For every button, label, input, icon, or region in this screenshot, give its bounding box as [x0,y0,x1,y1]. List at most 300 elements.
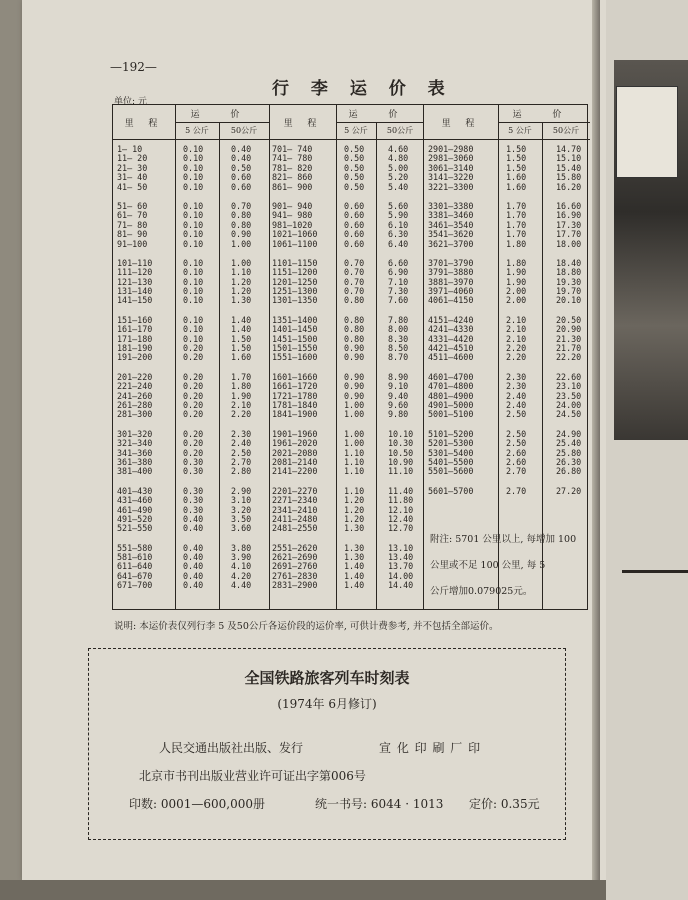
distance-cell: 2411—2480 [272,513,318,524]
fare-5kg-cell: 0.20 [183,343,204,354]
fare-5kg-cell: 1.00 [344,428,365,439]
facing-page-calendar [622,570,688,783]
fare-5kg-cell: 0.60 [344,238,365,249]
fare-5kg-cell: 2.40 [506,399,527,410]
distance-cell: 5601—5700 [428,485,474,496]
fare-50kg-cell: 0.40 [231,153,252,164]
fare-5kg-cell: 0.20 [183,390,204,401]
distance-cell: 381—400 [117,466,153,477]
fare-5kg-cell: 0.60 [344,229,365,240]
revision-date: (1974年 6月修订) [277,697,377,711]
print-run: 印数: 0001—600,000册 [129,797,266,811]
distance-cell: 2021—2080 [272,447,318,458]
distance-cell: 1251—1300 [272,286,318,297]
distance-cell: 4511—4600 [428,352,474,363]
distance-cell: 4601—4700 [428,371,474,382]
fare-50kg-cell: 12.10 [388,504,414,515]
distance-cell: 281—300 [117,409,153,420]
distance-cell: 741— 780 [272,153,313,164]
fare-5kg-cell: 2.60 [506,456,527,467]
distance-cell: 2141—2200 [272,466,318,477]
distance-cell: 1551—1600 [272,352,318,363]
distance-cell: 3221—3300 [428,181,474,192]
fare-5kg-cell: 2.50 [506,428,527,439]
fare-5kg-cell: 0.20 [183,399,204,410]
distance-cell: 5301—5400 [428,447,474,458]
distance-cell: 361—380 [117,456,153,467]
price: 定价: 0.35元 [469,797,540,811]
distance-cell: 1901—1960 [272,428,318,439]
fare-50kg-cell: 0.60 [231,181,252,192]
fare-50kg-cell: 18.40 [556,257,582,268]
fare-50kg-cell: 0.80 [231,219,252,230]
distance-cell: 1061—1100 [272,238,318,249]
fare-50kg-cell: 3.90 [231,552,252,563]
distance-cell: 61— 70 [117,210,148,221]
fare-header: 运 价 [175,105,269,123]
fare-50kg-cell: 7.80 [388,314,409,325]
distance-cell: 1— 10 [117,144,143,154]
fare-5kg-cell: 1.70 [506,200,527,211]
distance-cell: 2901—2980 [428,144,474,154]
fare-5kg-cell: 1.90 [506,276,527,287]
fare-5kg-cell: 1.40 [344,570,365,581]
distance-cell: 71— 80 [117,219,148,230]
fare-50kg-cell: 19.70 [556,286,582,297]
page-number: —192— [110,60,157,74]
fare-5kg-cell: 2.30 [506,371,527,382]
fare-5kg-cell: 0.80 [344,324,365,335]
fare-5kg-cell: 0.20 [183,447,204,458]
distance-cell: 581—610 [117,552,153,563]
fare-5kg-cell: 0.50 [344,181,365,192]
fare-50kg-cell: 14.40 [388,580,414,591]
weight-5kg-header: 5 公斤 [336,122,377,139]
fare-50kg-cell: 1.90 [231,390,252,401]
distance-cell: 141—150 [117,295,153,306]
fare-50kg-cell: 26.30 [556,456,582,467]
fare-5kg-cell: 2.30 [506,381,527,392]
fare-50kg-cell: 23.50 [556,390,582,401]
isbn: 统一书号: 6044 · 1013 [315,797,444,811]
fare-5kg-cell: 2.00 [506,295,527,306]
table-row [113,524,269,533]
table-rows [270,145,424,591]
fare-5kg-cell: 0.40 [183,570,204,581]
distance-cell: 41— 50 [117,181,148,192]
distance-cell: 121—130 [117,276,153,287]
fare-5kg-cell: 0.10 [183,238,204,249]
publication-title: 全国铁路旅客列车时刻表 [244,669,410,687]
fare-5kg-cell: 2.60 [506,447,527,458]
fare-5kg-cell: 1.90 [506,267,527,278]
table-title: 行 李 运 价 表 [272,79,453,99]
fare-5kg-cell: 1.10 [344,466,365,477]
fare-5kg-cell: 1.30 [344,542,365,553]
distance-cell: 4901—5000 [428,399,474,410]
fare-5kg-cell: 0.60 [344,210,365,221]
fare-5kg-cell: 1.30 [344,523,365,534]
distance-cell: 901— 940 [272,200,313,211]
distance-cell: 431—460 [117,495,153,506]
fare-5kg-cell: 0.90 [344,352,365,363]
distance-cell: 1501—1550 [272,343,318,354]
fare-50kg-cell: 8.30 [388,333,409,344]
distance-cell: 4061—4150 [428,295,474,306]
fare-50kg-cell: 5.40 [388,181,409,192]
fare-50kg-cell: 0.40 [231,144,252,154]
fare-50kg-cell: 2.80 [231,466,252,477]
fare-5kg-cell: 0.10 [183,172,204,183]
table-row [424,467,590,476]
fare-50kg-cell: 4.80 [388,153,409,164]
distance-cell: 81— 90 [117,229,148,240]
distance-cell: 3301—3380 [428,200,474,211]
weight-5kg-header: 5 公斤 [175,122,220,139]
weight-50kg-header: 50公斤 [552,126,580,135]
fare-5kg-cell: 0.50 [344,153,365,164]
distance-cell: 201—220 [117,371,153,382]
distance-cell: 3701—3790 [428,257,474,268]
distance-cell: 2831—2900 [272,580,318,591]
fare-5kg-cell: 1.50 [506,153,527,164]
fare-50kg-cell: 5.60 [388,200,409,211]
table-row [424,240,590,249]
fare-header: 运 价 [498,105,590,123]
distance-header: 里 程 [113,105,176,139]
facing-page-sign [616,86,678,178]
fare-50kg-cell: 6.90 [388,267,409,278]
fare-5kg-cell: 2.70 [506,485,527,496]
table-row [424,183,590,192]
distance-cell: 2551—2620 [272,542,318,553]
fare-50kg-cell: 4.40 [231,580,252,591]
fare-5kg-cell: 0.20 [183,409,204,420]
fare-50kg-cell: 1.40 [231,314,252,325]
distance-cell: 4701—4800 [428,381,474,392]
fare-5kg-cell: 0.80 [344,314,365,325]
fare-5kg-cell: 2.10 [506,314,527,325]
fare-5kg-cell: 0.60 [344,219,365,230]
fare-5kg-cell: 1.10 [344,447,365,458]
fare-5kg-cell: 0.20 [183,371,204,382]
distance-cell: 4801—4900 [428,390,474,401]
fare-50kg-cell: 10.50 [388,447,414,458]
fare-5kg-cell: 1.50 [506,144,527,154]
distance-cell: 161—170 [117,324,153,335]
weight-50kg-header: 50公斤 [386,126,414,135]
distance-cell: 981—1020 [272,219,313,230]
fare-5kg-cell: 2.00 [506,286,527,297]
table-rows [424,145,590,496]
fare-5kg-cell: 0.70 [344,257,365,268]
fare-5kg-cell: 0.20 [183,352,204,363]
distance-cell: 4421—4510 [428,343,474,354]
fare-50kg-cell: 16.90 [556,210,582,221]
distance-cell: 2981—3060 [428,153,474,164]
fare-5kg-cell: 0.70 [344,286,365,297]
fare-5kg-cell: 0.40 [183,561,204,572]
fare-5kg-cell: 1.00 [344,409,365,420]
table-rows [113,145,269,591]
fare-5kg-cell: 1.10 [344,456,365,467]
distance-cell: 4151—4240 [428,314,474,325]
distance-cell: 491—520 [117,513,153,524]
fare-5kg-cell: 0.90 [344,390,365,401]
fare-50kg-cell: 10.10 [388,428,414,439]
fare-5kg-cell: 0.20 [183,381,204,392]
fare-5kg-cell: 0.10 [183,162,204,173]
fare-50kg-cell: 14.70 [556,144,582,154]
fare-5kg-cell: 0.70 [344,267,365,278]
fare-50kg-cell: 1.00 [231,257,252,268]
baggage-fare-table [112,104,588,610]
distance-cell: 941— 980 [272,210,313,221]
distance-cell: 551—580 [117,542,153,553]
fare-50kg-cell: 0.90 [231,229,252,240]
fare-50kg-cell: 10.30 [388,438,414,449]
distance-cell: 701— 740 [272,144,313,154]
distance-cell: 401—430 [117,485,153,496]
fare-50kg-cell: 4.60 [388,144,409,154]
fare-50kg-cell: 11.80 [388,495,414,506]
distance-cell: 151—160 [117,314,153,325]
distance-cell: 1101—1150 [272,257,318,268]
fare-5kg-cell: 0.50 [344,162,365,173]
distance-cell: 301—320 [117,428,153,439]
fare-50kg-cell: 9.80 [388,409,409,420]
fare-50kg-cell: 0.80 [231,210,252,221]
fare-5kg-cell: 0.70 [344,276,365,287]
fare-5kg-cell: 0.90 [344,343,365,354]
note-line: 公斤增加0.079025元。 [430,586,533,597]
table-row [113,581,269,590]
distance-cell: 2481—2550 [272,523,318,534]
distance-cell: 1781—1840 [272,399,318,410]
fare-5kg-cell: 0.40 [183,523,204,534]
fare-5kg-cell: 0.30 [183,456,204,467]
distance-cell: 1151—1200 [272,267,318,278]
fare-50kg-cell: 24.50 [556,409,582,420]
fare-5kg-cell: 2.50 [506,409,527,420]
fare-50kg-cell: 17.70 [556,229,582,240]
distance-cell: 111—120 [117,267,153,278]
distance-cell: 11— 20 [117,153,148,164]
fare-50kg-cell: 1.50 [231,333,252,344]
fare-50kg-cell: 8.50 [388,343,409,354]
fare-5kg-cell: 0.50 [344,172,365,183]
distance-cell: 1021—1060 [272,229,318,240]
distance-cell: 3791—3880 [428,267,474,278]
fare-50kg-cell: 3.50 [231,513,252,524]
fare-5kg-cell: 1.60 [506,172,527,183]
fare-50kg-cell: 13.70 [388,561,414,572]
fare-50kg-cell: 1.50 [231,343,252,354]
fare-5kg-cell: 2.10 [506,324,527,335]
license: 北京市书刊出版业营业许可证出字第006号 [139,769,366,783]
table-row [270,524,424,533]
fare-5kg-cell: 0.60 [344,200,365,211]
table-column-group-3 [423,105,590,609]
fare-5kg-cell: 1.20 [344,495,365,506]
distance-cell: 101—110 [117,257,153,268]
fare-50kg-cell: 12.70 [388,523,414,534]
distance-cell: 3971—4060 [428,286,474,297]
fare-50kg-cell: 24.00 [556,399,582,410]
table-row [113,296,269,305]
fare-50kg-cell: 7.10 [388,276,409,287]
fare-5kg-cell: 0.10 [183,295,204,306]
table-row [270,410,424,419]
table-surface [0,880,606,900]
fare-5kg-cell: 0.10 [183,144,204,154]
fare-5kg-cell: 2.50 [506,438,527,449]
fare-5kg-cell: 0.20 [183,438,204,449]
distance-cell: 3881—3970 [428,276,474,287]
distance-cell: 51— 60 [117,200,148,211]
fare-50kg-cell: 17.30 [556,219,582,230]
table-row [113,353,269,362]
table-row [270,296,424,305]
fare-50kg-cell: 15.10 [556,153,582,164]
fare-50kg-cell: 5.00 [388,162,409,173]
table-row [424,487,590,496]
fare-50kg-cell: 2.20 [231,409,252,420]
fare-50kg-cell: 8.70 [388,352,409,363]
fare-50kg-cell: 6.10 [388,219,409,230]
fare-50kg-cell: 22.60 [556,371,582,382]
fare-5kg-cell: 1.40 [344,561,365,572]
table-row [270,183,424,192]
note-line: 公里或不足 100 公里, 每 5 [430,560,546,571]
fare-50kg-cell: 9.60 [388,399,409,410]
fare-50kg-cell: 3.60 [231,523,252,534]
weight-50kg-header: 50公斤 [230,126,258,135]
fare-50kg-cell: 3.80 [231,542,252,553]
table-row [270,467,424,476]
fare-5kg-cell: 0.40 [183,513,204,524]
fare-50kg-cell: 1.70 [231,371,252,382]
fare-50kg-cell: 6.60 [388,257,409,268]
fare-5kg-cell: 0.50 [344,144,365,154]
printer: 宣 化 印 刷 厂 印 [379,741,482,755]
note-line: 附注: 5701 公里以上, 每增加 100 [430,534,577,545]
distance-cell: 2081—2140 [272,456,318,467]
fare-5kg-cell: 0.30 [183,485,204,496]
distance-cell: 31— 40 [117,172,148,183]
fare-50kg-cell: 6.30 [388,229,409,240]
fare-50kg-cell: 7.60 [388,295,409,306]
fare-50kg-cell: 13.10 [388,542,414,553]
table-header [113,105,269,140]
distance-cell: 3141—3220 [428,172,474,183]
distance-cell: 171—180 [117,333,153,344]
table-row [270,353,424,362]
distance-cell: 2341—2410 [272,504,318,515]
fare-5kg-cell: 0.80 [344,333,365,344]
fare-5kg-cell: 0.20 [183,428,204,439]
fare-50kg-cell: 0.70 [231,200,252,211]
distance-cell: 1841—1900 [272,409,318,420]
fare-50kg-cell: 8.90 [388,371,409,382]
table-row [113,467,269,476]
table-header [270,105,424,140]
fare-50kg-cell: 2.30 [231,428,252,439]
distance-cell: 781— 820 [272,162,313,173]
fare-50kg-cell: 1.30 [231,295,252,306]
fare-50kg-cell: 16.60 [556,200,582,211]
fare-5kg-cell: 1.70 [506,229,527,240]
distance-cell: 861— 900 [272,181,313,192]
book-page [22,0,614,880]
table-row [424,296,590,305]
fare-50kg-cell: 18.00 [556,238,582,249]
fare-50kg-cell: 1.60 [231,352,252,363]
distance-cell: 1961—2020 [272,438,318,449]
fare-50kg-cell: 4.10 [231,561,252,572]
distance-cell: 461—490 [117,504,153,515]
table-column-group-1 [113,105,269,609]
distance-cell: 181—190 [117,343,153,354]
distance-cell: 21— 30 [117,162,148,173]
distance-cell: 91—100 [117,238,148,249]
fare-50kg-cell: 21.70 [556,343,582,354]
fare-5kg-cell: 0.10 [183,333,204,344]
publisher: 人民交通出版社出版、发行 [159,741,304,755]
distance-cell: 2201—2270 [272,485,318,496]
distance-cell: 1601—1660 [272,371,318,382]
distance-cell: 1401—1450 [272,324,318,335]
fare-50kg-cell: 20.50 [556,314,582,325]
fare-50kg-cell: 23.10 [556,381,582,392]
fare-50kg-cell: 9.10 [388,381,409,392]
fare-5kg-cell: 0.90 [344,371,365,382]
fare-5kg-cell: 0.80 [344,295,365,306]
fare-50kg-cell: 13.40 [388,552,414,563]
table-row [113,183,269,192]
fare-5kg-cell: 2.70 [506,466,527,477]
distance-cell: 3061—3140 [428,162,474,173]
fare-5kg-cell: 1.20 [344,504,365,515]
distance-cell: 5001—5100 [428,409,474,420]
unit-label: 单位: 元 [114,97,147,107]
fare-50kg-cell: 22.20 [556,352,582,363]
distance-cell: 241—260 [117,390,153,401]
fare-50kg-cell: 1.00 [231,238,252,249]
fare-5kg-cell: 1.60 [506,181,527,192]
fare-5kg-cell: 0.30 [183,495,204,506]
fare-5kg-cell: 0.10 [183,210,204,221]
distance-cell: 3381—3460 [428,210,474,221]
fare-5kg-cell: 2.40 [506,390,527,401]
facing-page [606,0,688,900]
fare-5kg-cell: 1.40 [344,580,365,591]
fare-header: 运 价 [336,105,424,123]
fare-50kg-cell: 15.80 [556,172,582,183]
fare-5kg-cell: 0.10 [183,229,204,240]
fare-50kg-cell: 1.20 [231,276,252,287]
distance-cell: 3621—3700 [428,238,474,249]
fare-50kg-cell: 15.40 [556,162,582,173]
fare-5kg-cell: 0.40 [183,552,204,563]
distance-header: 里 程 [270,105,337,139]
distance-cell: 671—700 [117,580,153,591]
fare-5kg-cell: 1.00 [344,438,365,449]
fare-50kg-cell: 6.40 [388,238,409,249]
fare-50kg-cell: 4.20 [231,570,252,581]
distance-cell: 131—140 [117,286,153,297]
fare-5kg-cell: 0.90 [344,381,365,392]
